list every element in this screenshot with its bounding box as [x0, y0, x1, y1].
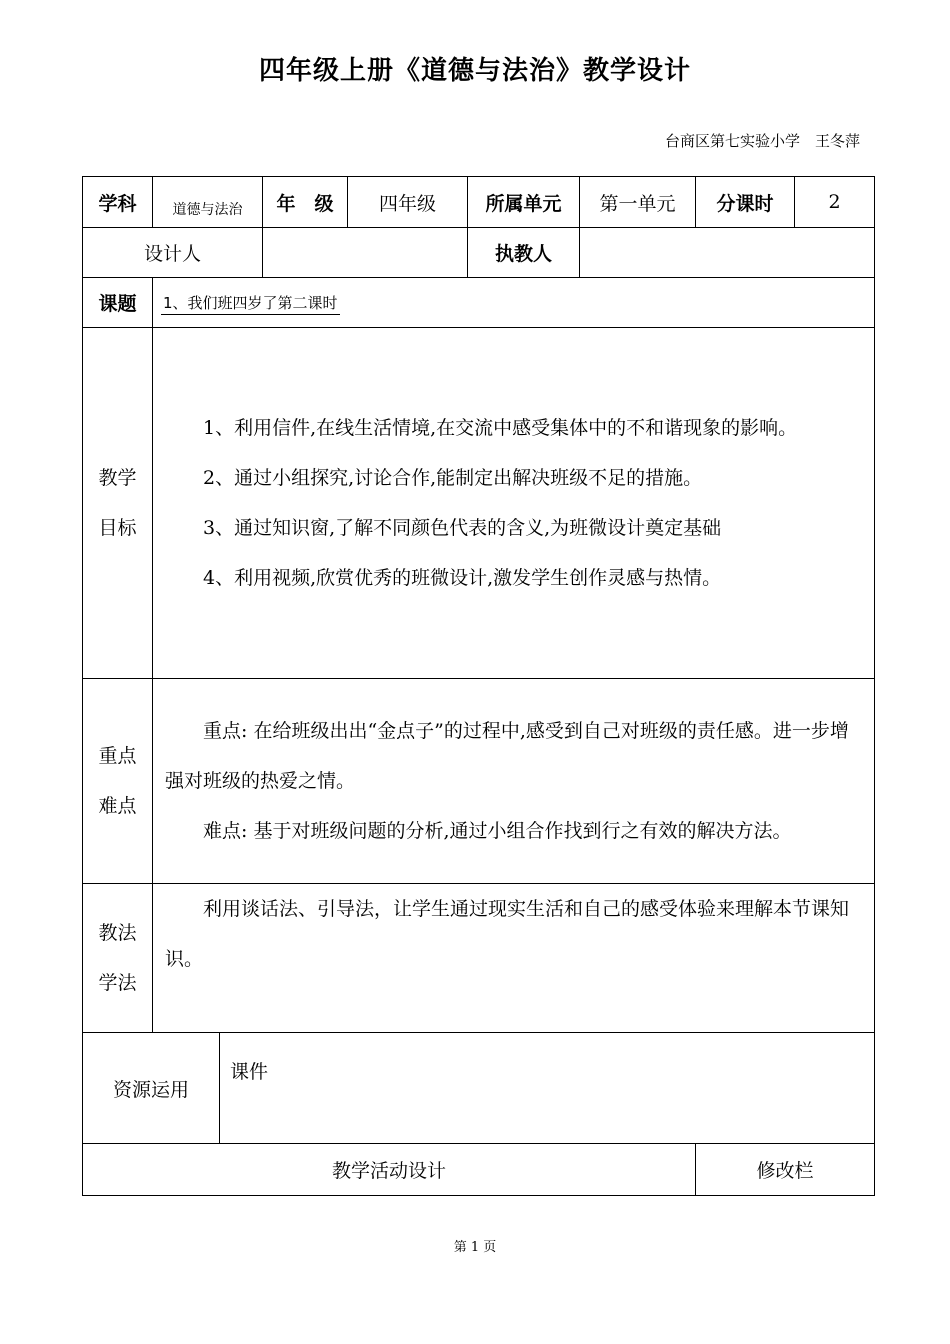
methods-label: 教法 学法	[83, 884, 153, 1033]
key-points-content	[153, 679, 875, 884]
key-points-label: 重点 难点	[83, 679, 153, 884]
methods-text: 利用谈话法、引导法，让学生通过现实生活和自己的感受体验来理解本节课知识。	[165, 898, 850, 970]
methods-content	[153, 884, 875, 1033]
unit-label: 所属单元	[468, 177, 580, 228]
difficult-point-item: 难点: 基于对班级问题的分析,通过小组合作找到行之有效的解决方法。	[203, 820, 792, 842]
revision-label: 修改栏	[696, 1144, 875, 1196]
teacher-value	[580, 228, 875, 278]
objectives-content	[153, 328, 875, 679]
activity-row	[83, 1144, 875, 1196]
topic-value: 1、我们班四岁了第二课时	[161, 292, 340, 315]
resources-row	[83, 1033, 875, 1144]
designer-label: 设计人	[83, 228, 263, 278]
resources-label: 资源运用	[83, 1033, 220, 1144]
lesson-plan-table	[82, 176, 875, 1196]
key-point-item: 重点: 在给班级出出“金点子”的过程中,感受到自己对班级的责任感。进一步增强对班级的热爱之情。	[165, 720, 849, 792]
author-line: 台商区第七实验小学 王冬萍	[664, 132, 860, 150]
key-points-row	[83, 679, 875, 884]
objectives-label: 教学 目标	[83, 328, 153, 679]
methods-row	[83, 884, 875, 1033]
resources-value: 课件	[220, 1033, 875, 1144]
teacher-label: 执教人	[468, 228, 580, 278]
objectives-row	[83, 328, 875, 679]
document-title: 四年级上册《道德与法治》教学设计	[258, 56, 691, 86]
grade-label: 年 级	[263, 177, 348, 228]
objective-item: 4、利用视频,欣赏优秀的班微设计,激发学生创作灵感与热情。	[203, 567, 722, 589]
lesson-value: 2	[795, 177, 875, 228]
objective-item: 2、通过小组探究,讨论合作,能制定出解决班级不足的措施。	[203, 467, 703, 489]
header-row	[83, 177, 875, 228]
page-footer: 第 1 页	[453, 1240, 497, 1255]
activity-design-label: 教学活动设计	[83, 1144, 696, 1196]
lesson-label: 分课时	[696, 177, 795, 228]
people-row	[83, 228, 875, 278]
designer-value	[263, 228, 468, 278]
subject-value: 道德与法治	[153, 177, 263, 228]
subject-label: 学科	[83, 177, 153, 228]
objective-item: 3、通过知识窗,了解不同颜色代表的含义,为班微设计奠定基础	[203, 517, 722, 539]
topic-row	[83, 278, 875, 328]
topic-label: 课题	[83, 278, 153, 328]
unit-value: 第一单元	[580, 177, 696, 228]
grade-value: 四年级	[348, 177, 468, 228]
objective-item: 1、利用信件,在线生活情境,在交流中感受集体中的不和谐现象的影响。	[203, 417, 798, 439]
